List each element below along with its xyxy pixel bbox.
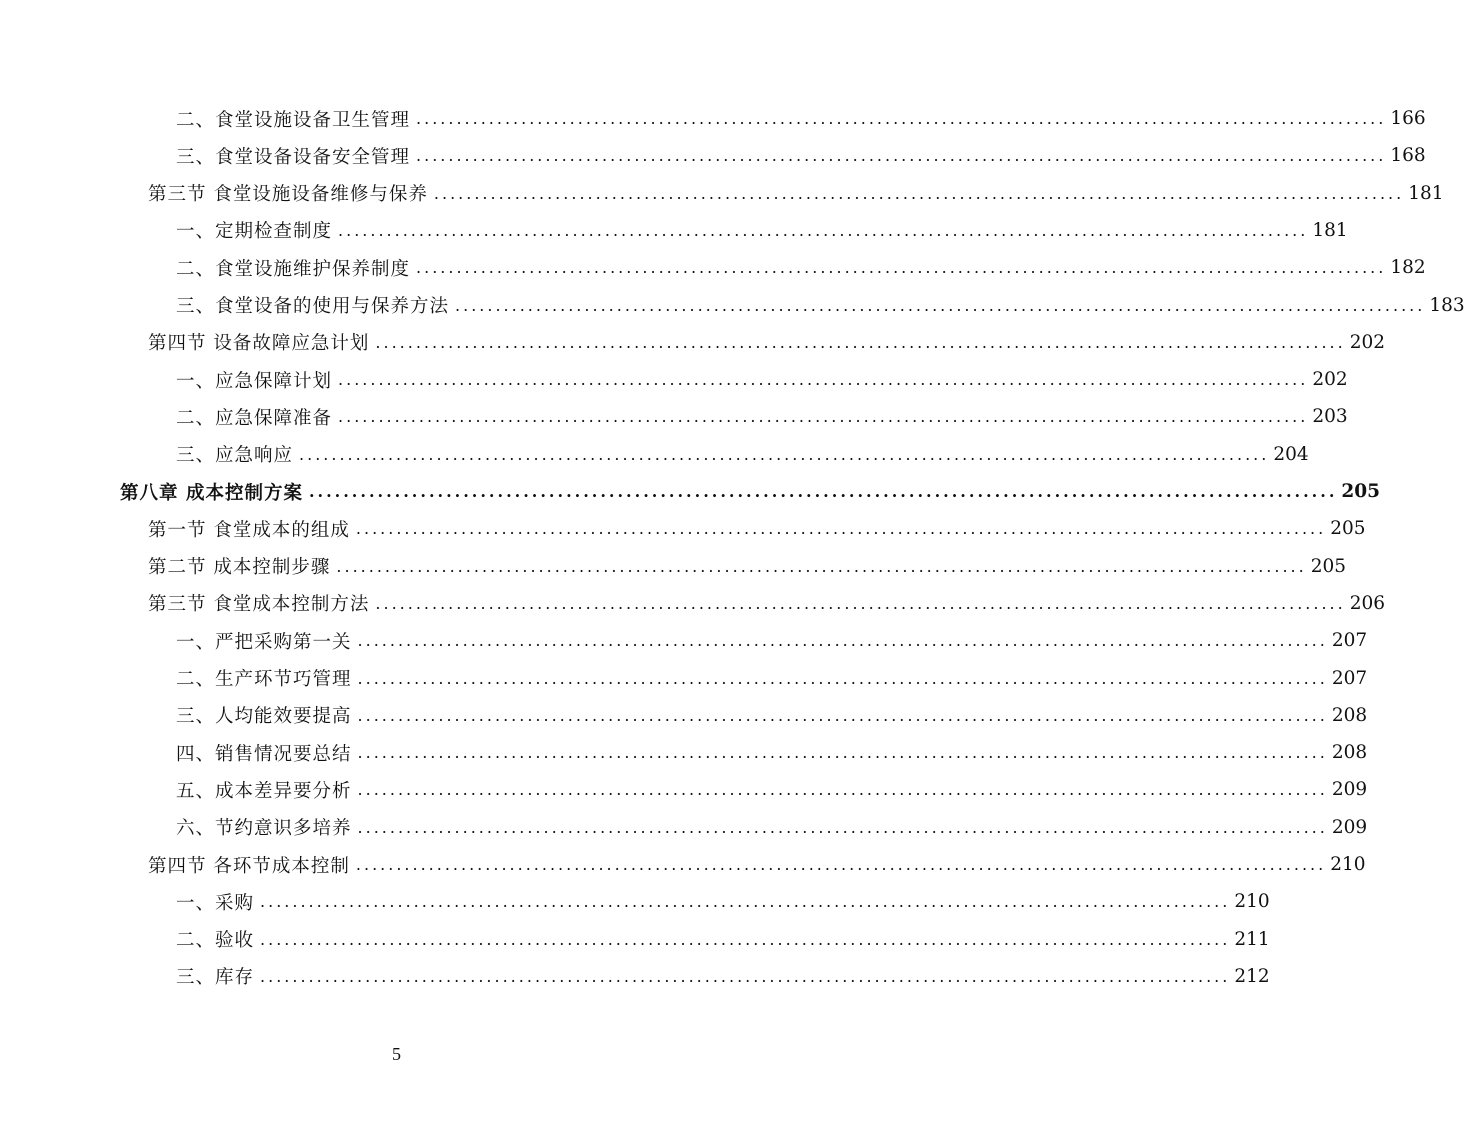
toc-entry-title: 第三节 食堂设施设备维修与保养 xyxy=(148,184,428,206)
toc-leader-dots: ........................................................................................................................ xyxy=(338,370,1309,390)
toc-entry-page: 206 xyxy=(1349,592,1386,614)
toc-leader-dots: ........................................................................................................................ xyxy=(433,183,1405,203)
toc-entry-title: 第一节 食堂成本的组成 xyxy=(148,519,350,541)
toc-entry[interactable] xyxy=(176,361,1348,398)
toc-leader-dots: ........................................................................................................................ xyxy=(357,631,1328,651)
toc-entry-page: 181 xyxy=(1408,182,1444,204)
toc-entry[interactable] xyxy=(176,809,1368,846)
toc-entry-title: 第八章 成本控制方案 xyxy=(120,482,303,504)
toc-entry-title: 一、应急保障计划 xyxy=(176,370,333,392)
toc-entry-title: 六、节约意识多培养 xyxy=(176,818,352,840)
toc-entry-page: 207 xyxy=(1331,667,1368,689)
toc-entry[interactable] xyxy=(148,846,1366,883)
toc-entry-page: 210 xyxy=(1234,891,1270,913)
toc-entry-page: 203 xyxy=(1312,406,1348,428)
toc-leader-dots: ........................................................................................................................ xyxy=(455,295,1426,315)
toc-entry[interactable] xyxy=(176,771,1368,808)
toc-entry-title: 一、采购 xyxy=(176,892,255,914)
toc-entry-title: 三、应急响应 xyxy=(176,445,294,467)
toc-entry[interactable] xyxy=(120,473,1381,510)
toc-entry[interactable] xyxy=(176,734,1368,771)
toc-entry-page: 208 xyxy=(1331,742,1368,764)
toc-entry[interactable] xyxy=(148,548,1347,585)
toc-entry-title: 三、人均能效要提高 xyxy=(176,706,352,728)
toc-leader-dots: ........................................................................................................................ xyxy=(357,705,1328,725)
toc-entry-page: 211 xyxy=(1234,928,1270,950)
toc-leader-dots: ........................................................................................................................ xyxy=(355,519,1327,539)
toc-entry-title: 第三节 食堂成本控制方法 xyxy=(148,594,370,616)
toc-entry[interactable] xyxy=(176,660,1368,697)
page-number: 5 xyxy=(392,1044,401,1064)
toc-entry-title: 第四节 各环节成本控制 xyxy=(148,855,350,877)
toc-entry-title: 三、库存 xyxy=(176,967,255,989)
toc-entry-title: 四、销售情况要总结 xyxy=(176,743,352,765)
toc-leader-dots: ........................................................................................................................ xyxy=(357,743,1328,763)
toc-entry[interactable] xyxy=(148,324,1386,361)
toc-entry[interactable] xyxy=(176,436,1309,473)
toc-entry-title: 二、食堂设施维护保养制度 xyxy=(176,258,411,280)
toc-entry[interactable] xyxy=(148,175,1444,212)
toc-leader-dots: ........................................................................................................................ xyxy=(338,220,1309,240)
toc-leader-dots: ........................................................................................................................ xyxy=(299,444,1270,464)
toc-entry-title: 第四节 设备故障应急计划 xyxy=(148,333,370,355)
toc-entry-page: 208 xyxy=(1331,704,1368,726)
toc-entry-page: 181 xyxy=(1312,219,1348,241)
toc-leader-dots: ........................................................................................................................ xyxy=(416,109,1387,128)
toc-entry-page: 182 xyxy=(1390,257,1426,279)
toc-entry-title: 第二节 成本控制步骤 xyxy=(148,557,331,579)
toc-entry[interactable] xyxy=(176,398,1348,435)
toc-leader-dots: ........................................................................................................................ xyxy=(338,407,1309,427)
toc-entry-page: 204 xyxy=(1273,443,1309,465)
toc-entry-page: 207 xyxy=(1331,630,1368,652)
toc-entry-title: 三、食堂设备设备安全管理 xyxy=(176,146,411,168)
toc-entry[interactable] xyxy=(176,958,1270,995)
toc-entry-page: 202 xyxy=(1312,369,1348,391)
toc-entry-title: 三、食堂设备的使用与保养方法 xyxy=(176,296,450,317)
toc-entry[interactable] xyxy=(176,212,1348,249)
toc-leader-dots: ........................................................................................................................ xyxy=(336,556,1307,576)
toc-entry[interactable] xyxy=(176,137,1426,174)
toc-entry[interactable] xyxy=(176,883,1270,920)
toc-leader-dots: ........................................................................................................................ xyxy=(260,966,1231,986)
toc-leader-dots: ........................................................................................................................ xyxy=(260,929,1231,949)
toc-entry[interactable] xyxy=(176,921,1270,958)
toc-leader-dots: ........................................................................................................................ xyxy=(355,855,1327,874)
toc-entry-page: 183 xyxy=(1429,294,1465,316)
toc-entry[interactable] xyxy=(176,697,1368,734)
toc-leader-dots: ........................................................................................................................ xyxy=(357,817,1328,837)
toc-entry-title: 五、成本差异要分析 xyxy=(176,780,352,802)
toc-entry-title: 二、生产环节巧管理 xyxy=(176,669,352,690)
toc-entry-page: 209 xyxy=(1331,779,1368,801)
toc-entry-title: 一、严把采购第一关 xyxy=(176,631,352,653)
toc-leader-dots: ........................................................................................................................ xyxy=(357,780,1328,800)
toc-leader-dots: ........................................................................................................................ xyxy=(416,258,1387,278)
toc-entry[interactable] xyxy=(176,287,1465,324)
toc-leader-dots: ........................................................................................................................ xyxy=(375,593,1346,613)
toc-entry-title: 二、食堂设施设备卫生管理 xyxy=(176,109,411,131)
toc-leader-dots: ........................................................................................................................ xyxy=(357,668,1328,688)
toc-entry-page: 202 xyxy=(1349,331,1386,353)
toc-entry-page: 212 xyxy=(1234,965,1270,987)
toc-entry-page: 166 xyxy=(1390,108,1426,129)
toc-entry-title: 二、验收 xyxy=(176,930,255,952)
toc-entry[interactable] xyxy=(176,100,1426,137)
toc-entry[interactable] xyxy=(148,585,1386,622)
toc-leader-dots: ........................................................................................................................ xyxy=(260,892,1231,912)
toc-entry-page: 209 xyxy=(1331,816,1368,838)
toc-entry[interactable] xyxy=(148,510,1366,547)
toc-leader-dots: ........................................................................................................................ xyxy=(375,332,1346,352)
toc-leader-dots: ........................................................................................................................ xyxy=(416,146,1387,166)
toc-entry-title: 二、应急保障准备 xyxy=(176,407,333,429)
toc-entry-page: 205 xyxy=(1341,481,1381,502)
toc-entry-page: 168 xyxy=(1390,145,1426,167)
toc-entry-title: 一、定期检查制度 xyxy=(176,221,333,243)
toc-leader-dots: ........................................................................................................................ xyxy=(308,482,1338,501)
toc-entry-page: 210 xyxy=(1330,854,1366,875)
toc-entry[interactable] xyxy=(176,622,1368,659)
toc-entry-page: 205 xyxy=(1310,555,1347,577)
toc-entry-page: 205 xyxy=(1330,518,1366,540)
toc-entry[interactable] xyxy=(176,249,1426,286)
